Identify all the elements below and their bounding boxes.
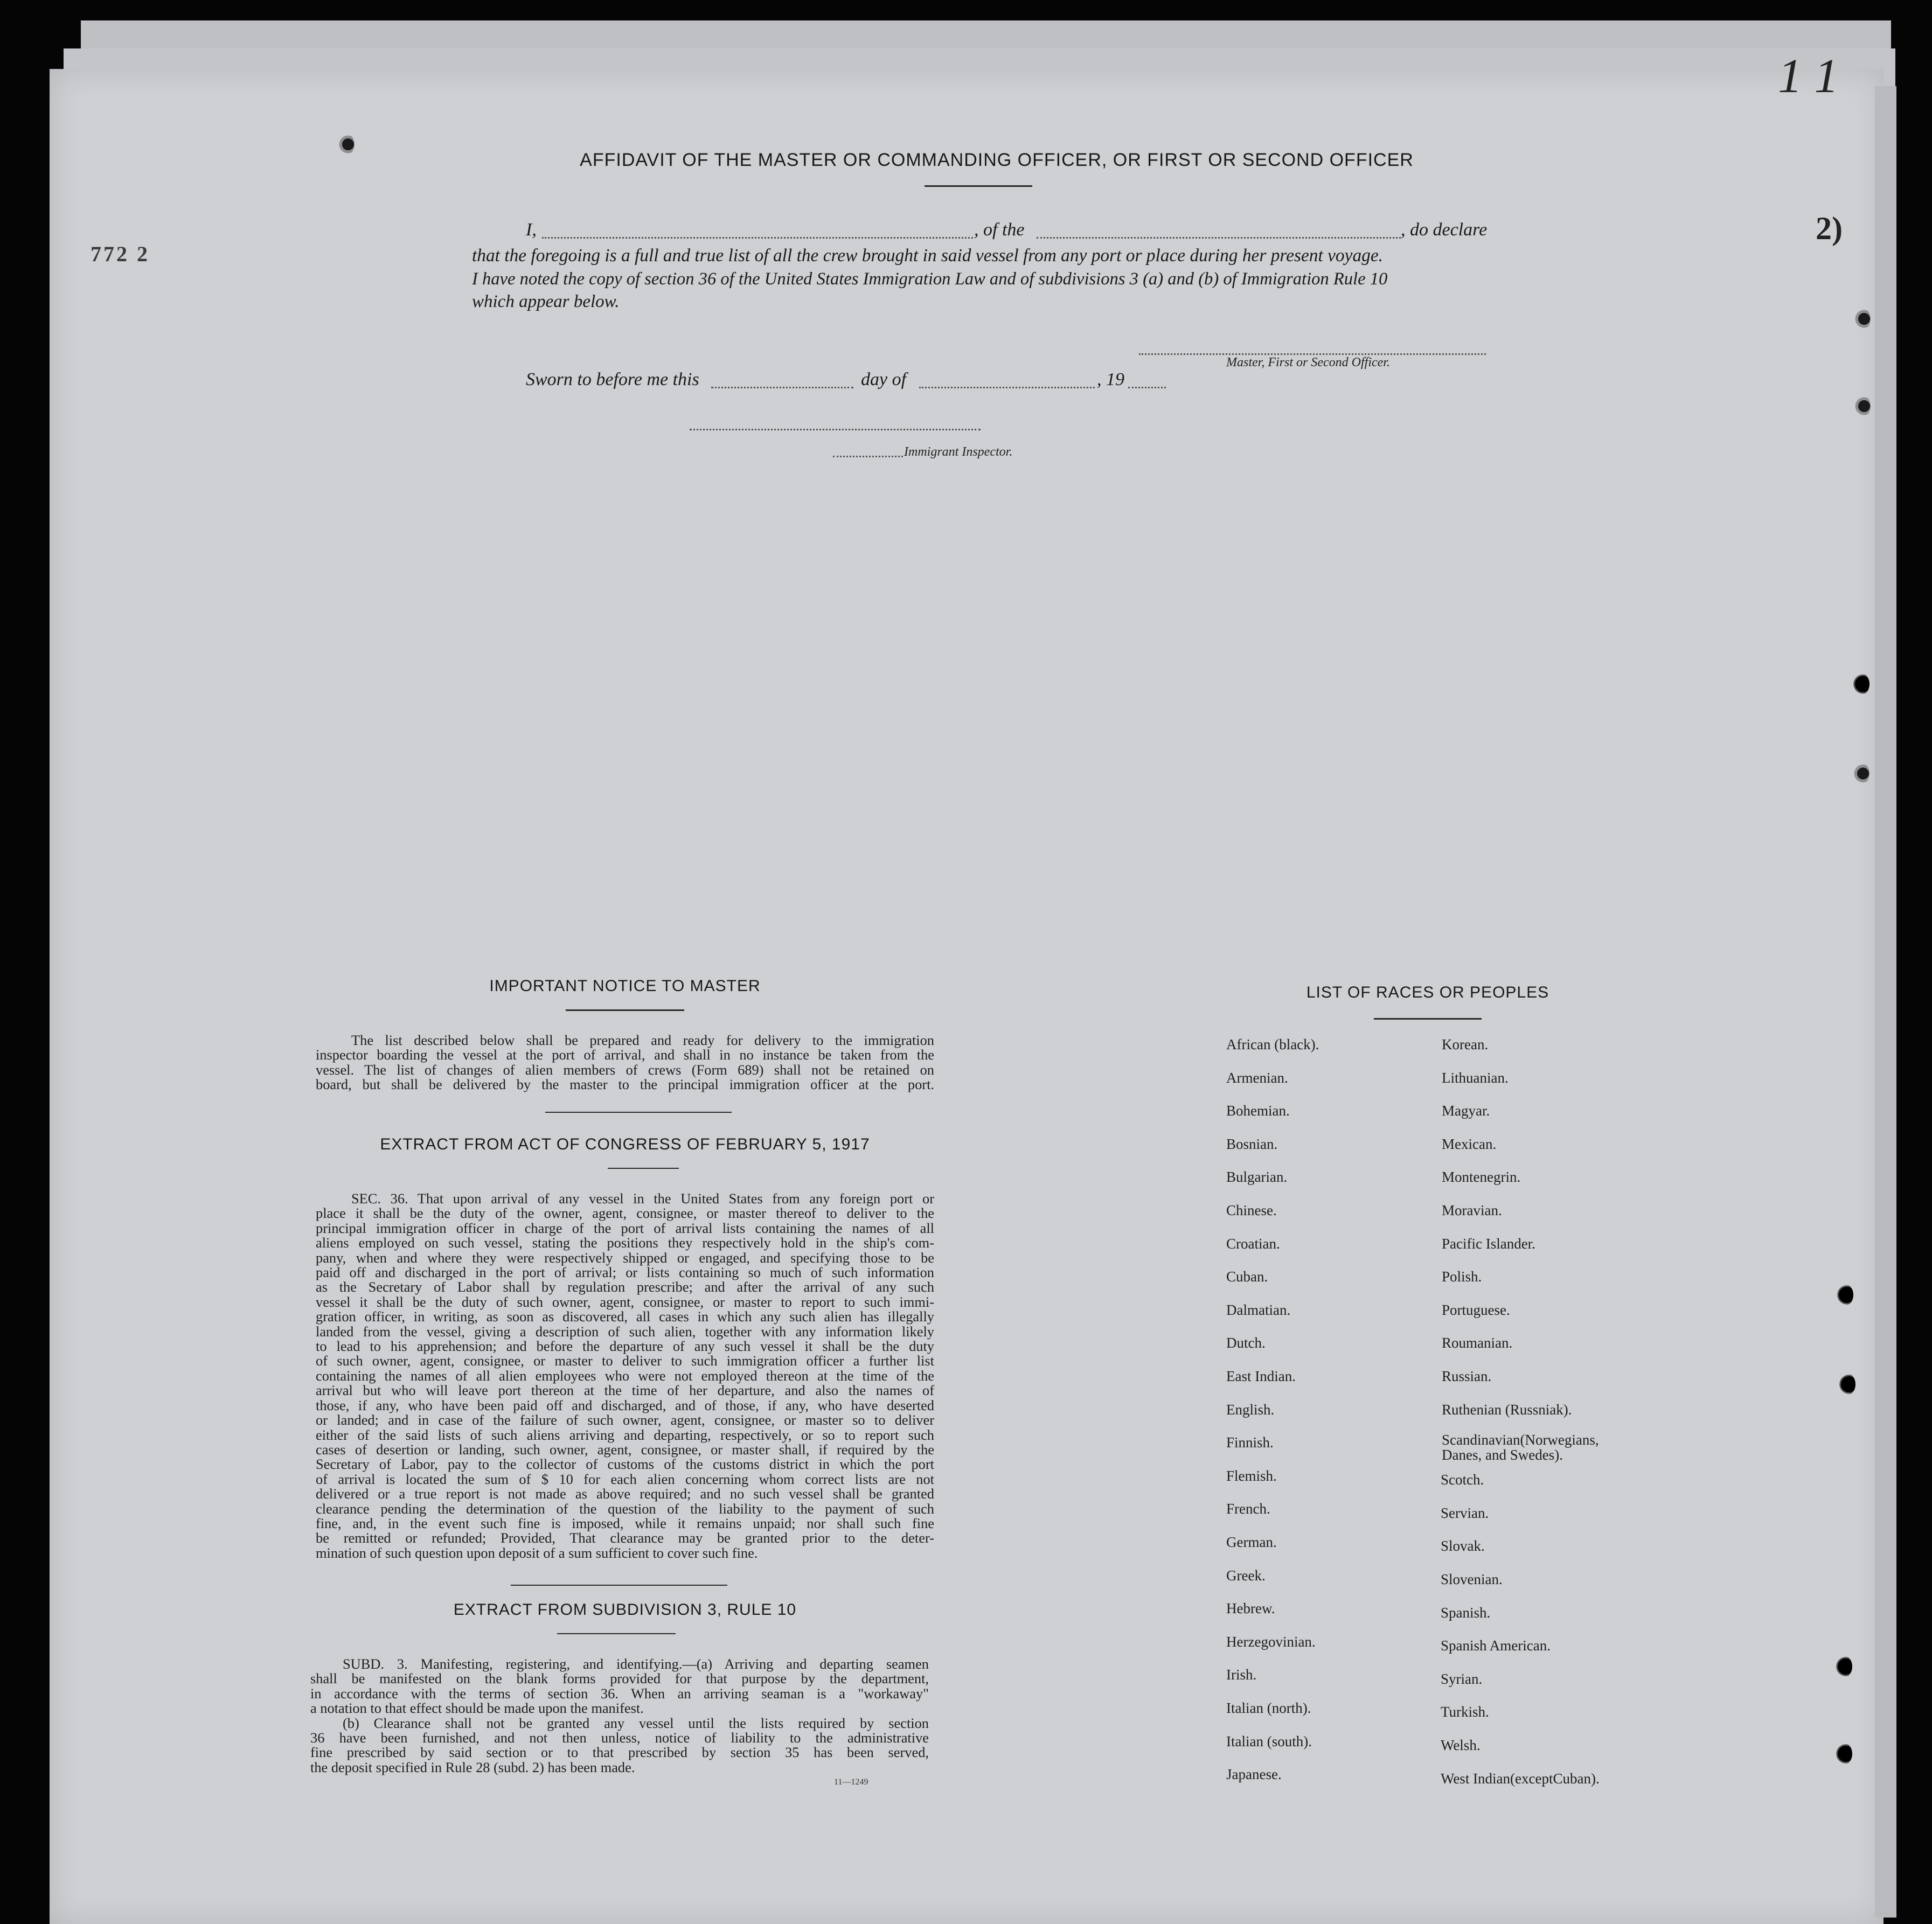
race-item: Turkish. xyxy=(1441,1704,1489,1720)
races-rule xyxy=(1374,1018,1482,1020)
text-line: the deposit specified in Rule 28 (subd. 2) has been made. xyxy=(310,1759,635,1775)
race-item: Japanese. xyxy=(1226,1766,1282,1782)
race-item: English. xyxy=(1226,1402,1275,1418)
year-label: , 19 xyxy=(1097,370,1124,389)
text-line: clearance pending the determination of the question of the liability to the payment of such xyxy=(316,1500,934,1517)
signature-caption: Master, First or Second Officer. xyxy=(1226,355,1390,370)
text-line: fine prescribed by said section or to that prescribed by section 35 has been served, xyxy=(310,1744,929,1761)
text-line: aliens employed on such vessel, stating the positions they respectively hold in the ship's com- xyxy=(316,1235,934,1251)
rule-paragraph xyxy=(310,1657,929,1775)
text-line: be remitted or refunded; Provided, That clearance may be granted prior to the deter- xyxy=(316,1530,934,1546)
sworn-label: Sworn to before me this xyxy=(526,370,699,389)
rule-extract-title: EXTRACT FROM SUBDIVISION 3, RULE 10 xyxy=(453,1601,797,1619)
text-line: in accordance with the terms of section 36. When an arriving seaman is a "workaway" xyxy=(310,1685,929,1702)
punch-hole xyxy=(1836,1743,1852,1765)
name-field[interactable] xyxy=(542,237,973,239)
race-item: Herzegovinian. xyxy=(1226,1634,1316,1650)
race-item: Finnish. xyxy=(1226,1434,1274,1451)
margin-stamp: 772 2 xyxy=(91,242,150,266)
race-item: Servian. xyxy=(1441,1505,1489,1521)
punch-hole xyxy=(338,134,355,155)
text-line: of such owner, agent, consignee, or master to deliver to such immigration officer a further list xyxy=(316,1353,934,1369)
text-line: to lead to his apprehension; and before the departure of any such vessel it shall be the duty xyxy=(316,1338,934,1355)
notice-rule xyxy=(566,1009,684,1011)
text-line: a notation to that effect should be made upon the manifest. xyxy=(310,1700,644,1717)
affidavit-declare-label: , do declare xyxy=(1401,220,1488,240)
act-rule xyxy=(608,1168,679,1169)
races-title: LIST OF RACES OR PEOPLES xyxy=(1306,984,1549,1001)
punch-hole xyxy=(1836,1656,1852,1677)
race-item: Italian (south). xyxy=(1226,1733,1312,1749)
affidavit-of-the-label: , of the xyxy=(974,220,1025,240)
affidavit-line: which appear below. xyxy=(472,292,620,311)
day-of-label: day of xyxy=(861,370,907,389)
sworn-year-field[interactable] xyxy=(1128,387,1166,388)
text-line: The list described below shall be prepared and ready for delivery to the immigration xyxy=(351,1032,934,1048)
sworn-day-field[interactable] xyxy=(711,387,853,388)
race-item: Magyar. xyxy=(1442,1103,1490,1119)
race-item: Scandinavian(Norwegians, xyxy=(1442,1432,1599,1448)
sworn-month-field[interactable] xyxy=(919,387,1095,388)
affidavit-i-label: I, xyxy=(526,220,537,240)
page-edge xyxy=(1875,86,1896,1918)
inspector-signature-field[interactable] xyxy=(690,429,981,430)
race-item: Lithuanian. xyxy=(1442,1070,1509,1086)
text-line: containing the names of all alien employees who were not employed thereon at the time of the xyxy=(316,1367,934,1384)
affidavit-title: AFFIDAVIT OF THE MASTER OR COMMANDING OFFICER, OR FIRST OR SECOND OFFICER xyxy=(580,150,1414,170)
page-number-mark: 2) xyxy=(1816,211,1843,246)
text-line: 36 have been furnished, and not then unless, notice of liability to the administrative xyxy=(310,1730,929,1746)
act-extract-title: EXTRACT FROM ACT OF CONGRESS OF FEBRUARY 5, 1917 xyxy=(380,1135,870,1153)
text-line: SUBD. 3. Manifesting, registering, and identifying.—(a) Arriving and departing seamen xyxy=(343,1656,929,1672)
punch-hole xyxy=(1854,308,1871,330)
race-item: Slovak. xyxy=(1441,1538,1485,1554)
race-item: East Indian. xyxy=(1226,1368,1296,1384)
race-item: French. xyxy=(1226,1501,1270,1517)
race-item: German. xyxy=(1226,1534,1277,1550)
notice-title: IMPORTANT NOTICE TO MASTER xyxy=(489,977,761,995)
text-line: vessel it shall be the duty of such owner, agent, consignee, or master to report to such immi- xyxy=(316,1293,934,1310)
race-item: Korean. xyxy=(1442,1036,1489,1052)
text-line: Secretary of Labor, pay to the collector of customs of the customs district in which the port xyxy=(316,1456,934,1473)
signature-field[interactable] xyxy=(1139,353,1486,355)
race-item: Portuguese. xyxy=(1442,1302,1510,1318)
inspector-name-field[interactable] xyxy=(833,456,903,457)
punch-hole xyxy=(1839,1374,1855,1395)
race-item: Welsh. xyxy=(1441,1737,1481,1753)
race-item: Slovenian. xyxy=(1441,1571,1503,1587)
text-line: fine, and, in the event such fine is imposed, while it remains unpaid; nor shall such fine xyxy=(316,1515,934,1531)
race-item: Cuban. xyxy=(1226,1268,1268,1285)
affidavit-line: that the foregoing is a full and true list of all the crew brought in said vessel from any port or place during her present voyage. xyxy=(472,246,1384,266)
race-item: Ruthenian (Russniak). xyxy=(1442,1402,1572,1418)
race-item: Italian (north). xyxy=(1226,1700,1311,1716)
race-item: Dutch. xyxy=(1226,1335,1266,1351)
text-line: paid off and discharged in the port of arrival; or lists containing so much of such information xyxy=(316,1264,934,1281)
race-item: Croatian. xyxy=(1226,1236,1280,1252)
race-item: Roumanian. xyxy=(1442,1335,1513,1351)
race-item: Scotch. xyxy=(1441,1472,1484,1488)
race-item: Spanish American. xyxy=(1441,1637,1551,1654)
text-line: mination of such question upon deposit of a sum sufficient to cover such fine. xyxy=(316,1544,758,1561)
inspector-caption: Immigrant Inspector. xyxy=(904,445,1013,459)
race-item: Armenian. xyxy=(1226,1070,1288,1086)
race-item: Bulgarian. xyxy=(1226,1169,1288,1185)
race-item: Mexican. xyxy=(1442,1136,1497,1152)
text-line: those, if any, who have been paid off and discharged, and of those, if any, who have deserted xyxy=(316,1397,934,1413)
race-item: Hebrew. xyxy=(1226,1600,1275,1616)
rule-extract-rule xyxy=(557,1633,676,1634)
race-item: Bosnian. xyxy=(1226,1136,1278,1152)
race-item: Pacific Islander. xyxy=(1442,1236,1535,1252)
text-line: or landed; and in case of the failure of such owner, agent, consignee, or master so to deliver xyxy=(316,1412,934,1428)
text-line: (b) Clearance shall not be granted any vessel until the lists required by section xyxy=(343,1714,929,1731)
text-line: gration officer, in writing, as soon as discovered, all cases in which any such alien has illegally xyxy=(316,1308,934,1325)
race-item: West Indian(exceptCuban). xyxy=(1441,1770,1600,1787)
race-item: Syrian. xyxy=(1441,1671,1483,1687)
text-line: as the Secretary of Labor shall by regulation prescribe; and after the arrival of any such xyxy=(316,1279,934,1295)
text-line: delivered or a true report is not made as above required; and no such vessel shall be granted xyxy=(316,1486,934,1502)
form-number: 11—1249 xyxy=(834,1777,868,1787)
text-line: SEC. 36. That upon arrival of any vessel in the United States from any foreign port or xyxy=(351,1190,934,1207)
race-item: Danes, and Swedes). xyxy=(1442,1447,1563,1463)
punch-hole xyxy=(1837,1284,1853,1306)
text-line: either of the said lists of such aliens arriving and departing, respectively, or so to report such xyxy=(316,1426,934,1443)
race-item: Bohemian. xyxy=(1226,1103,1290,1119)
title-rule xyxy=(925,185,1032,187)
punch-hole xyxy=(1853,763,1870,784)
text-line: board, but shall be delivered by the master to the principal immigration officer at the port. xyxy=(316,1076,934,1093)
text-line: of arrival is located the sum of $ 10 for each alien concerning whom correct lists are not xyxy=(316,1470,934,1487)
race-item: Russian. xyxy=(1442,1368,1492,1384)
section-rule xyxy=(511,1585,727,1586)
text-line: pany, when and where they were respectively shipped or engaged, and specifying those to be xyxy=(316,1249,934,1266)
race-item: Polish. xyxy=(1442,1268,1482,1285)
section-rule xyxy=(545,1112,732,1113)
affidavit-line: I have noted the copy of section 36 of the United States Immigration Law and of subdivisions 3 (a) and (b) of Immigration Rule 10 xyxy=(472,269,1388,289)
act-paragraph xyxy=(316,1191,934,1560)
race-item: Spanish. xyxy=(1441,1605,1491,1621)
race-item: Flemish. xyxy=(1226,1468,1277,1484)
text-line: principal immigration officer in charge of the port of arrival lists containing the names of all xyxy=(316,1219,934,1236)
vessel-field[interactable] xyxy=(1037,237,1401,239)
text-line: arrival but who will leave port thereon at the time of her departure, and also the names of xyxy=(316,1382,934,1399)
race-item: Irish. xyxy=(1226,1667,1257,1683)
text-line: cases of desertion or landing, such owner, agent, consignee, or master shall, if required by the xyxy=(316,1441,934,1458)
text-line: landed from the vessel, giving a description of such alien, together with any information likely xyxy=(316,1323,934,1340)
race-item: Chinese. xyxy=(1226,1202,1277,1218)
text-line: place it shall be the duty of the owner, agent, consignee, or master thereof to deliver to the xyxy=(316,1205,934,1222)
text-line: inspector boarding the vessel at the port of arrival, and shall in no instance be taken from the xyxy=(316,1047,934,1063)
punch-hole xyxy=(1853,673,1870,695)
punch-hole xyxy=(1854,395,1871,417)
race-item: Montenegrin. xyxy=(1442,1169,1521,1185)
text-line: vessel. The list of changes of alien members of crews (Form 689) shall not be retained on xyxy=(316,1061,934,1078)
race-item: African (black). xyxy=(1226,1036,1319,1052)
race-item: Greek. xyxy=(1226,1567,1266,1584)
text-line: shall be manifested on the blank forms provided for that purpose by the department, xyxy=(310,1670,929,1687)
notice-paragraph xyxy=(316,1033,934,1092)
race-item: Dalmatian. xyxy=(1226,1302,1291,1318)
race-item: Moravian. xyxy=(1442,1202,1502,1218)
pen-mark: 1 1 xyxy=(1778,50,1839,103)
